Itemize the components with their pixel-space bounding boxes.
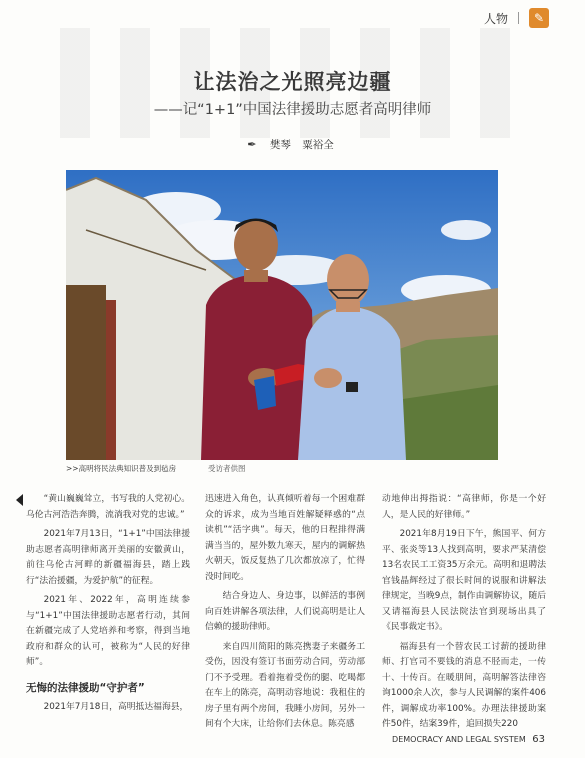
paragraph: 来自四川简阳的陈亮携妻子来疆务工受伤，因没有签订书面劳动合同，劳动部门不予受理。看着拖着受伤的腿、吃喝都在车上的陈亮，高明动容地说：我租住的房子里有两个房间，我睡小房间，另外一间有个大床，让给你们去休息。陈亮感 [205,641,365,729]
byline [0,137,585,152]
paragraph: 迅速进入角色，认真倾听着每一个困难群众的诉求，成为当地百姓解疑释惑的“点读机”“活字典”。每天，他的日程排得满满当当的，屋外数九寒天，屋内的调解热火朝天，饭反复热了几次都放凉了，忙得没时间吃。 [205,494,365,582]
paragraph: 2021年8月19日下午，熊国平、何方平、张炎等13人找到高明，要求严某清偿13名农民工工资35万余元。高明和退聘法官钱晶辉经过了很长时间的说服和讲解法律规定，当晚9点，制作由调解协议，随后又请福海县人民法院法官到现场出具了《民事裁定书》。 [382,529,546,632]
text-column-1 [26,492,190,720]
page-number: 63 [532,734,545,745]
article-subtitle: ——记“1+1”中国法律援助志愿者高明律师 [153,102,432,118]
author-name: 粟裕全 [302,139,334,151]
magazine-name: DEMOCRACY AND LEGAL SYSTEM [392,735,526,744]
section-label: 人物 [483,11,508,26]
pen-icon: ✒ [247,138,257,151]
photo-caption: >>高明将民法典知识普及到毡房 [66,464,177,473]
paragraph: 福海县有一个替农民工讨薪的援助律师、打官司不要钱的消息不胫而走，一传十、十传百。在暖朋间，高明解答法律咨询1000余人次，参与人民调解的案件406件，调解成功率100%。办理法律援助案件50件，结案39件，追回损失220 [382,641,546,729]
text-column-3 [382,492,546,737]
photo-credit: 受访者供图 [208,464,246,473]
paragraph: “黄山巍巍耸立，书写我的人党初心。乌伦古河浩浩奔腾，流淌我对党的忠诚。” [26,494,190,520]
author-name: 樊琴 [269,139,291,151]
paragraph: 2021年、2022年，高明连续参与“1+1”中国法律援助志愿者行动，其间在新疆完成了人党培养和考察，得到当地政府和群众的认可，被称为“人民的好律师”。 [26,595,190,667]
quote-marker-icon [16,494,23,506]
section-heading: 无悔的法律援助“守护者” [26,681,145,694]
paragraph: 动地伸出拇指说：“高律师，你是一个好人，是人民的好律师。” [382,494,546,520]
page-footer [392,734,545,745]
article-title: 让法治之光照亮边疆 [193,70,392,94]
paragraph: 2021年7月13日，“1+1”中国法律援助志愿者高明律师离开美丽的安徽黄山，前往乌伦古河畔的新疆福海县，踏上践行“法治援疆，为爱护航”的征程。 [26,529,190,586]
notebook-icon: ✎ [529,8,549,28]
article-photo [66,170,498,460]
section-header [484,8,549,28]
text-column-2 [205,492,365,737]
divider [518,12,519,24]
paragraph: 结合身边人、身边事，以鲜活的事例向百姓讲解各项法律，人们说高明是让人信赖的援助律师。 [205,591,365,632]
paragraph: 2021年7月18日，高明抵达福海县， [43,702,189,712]
